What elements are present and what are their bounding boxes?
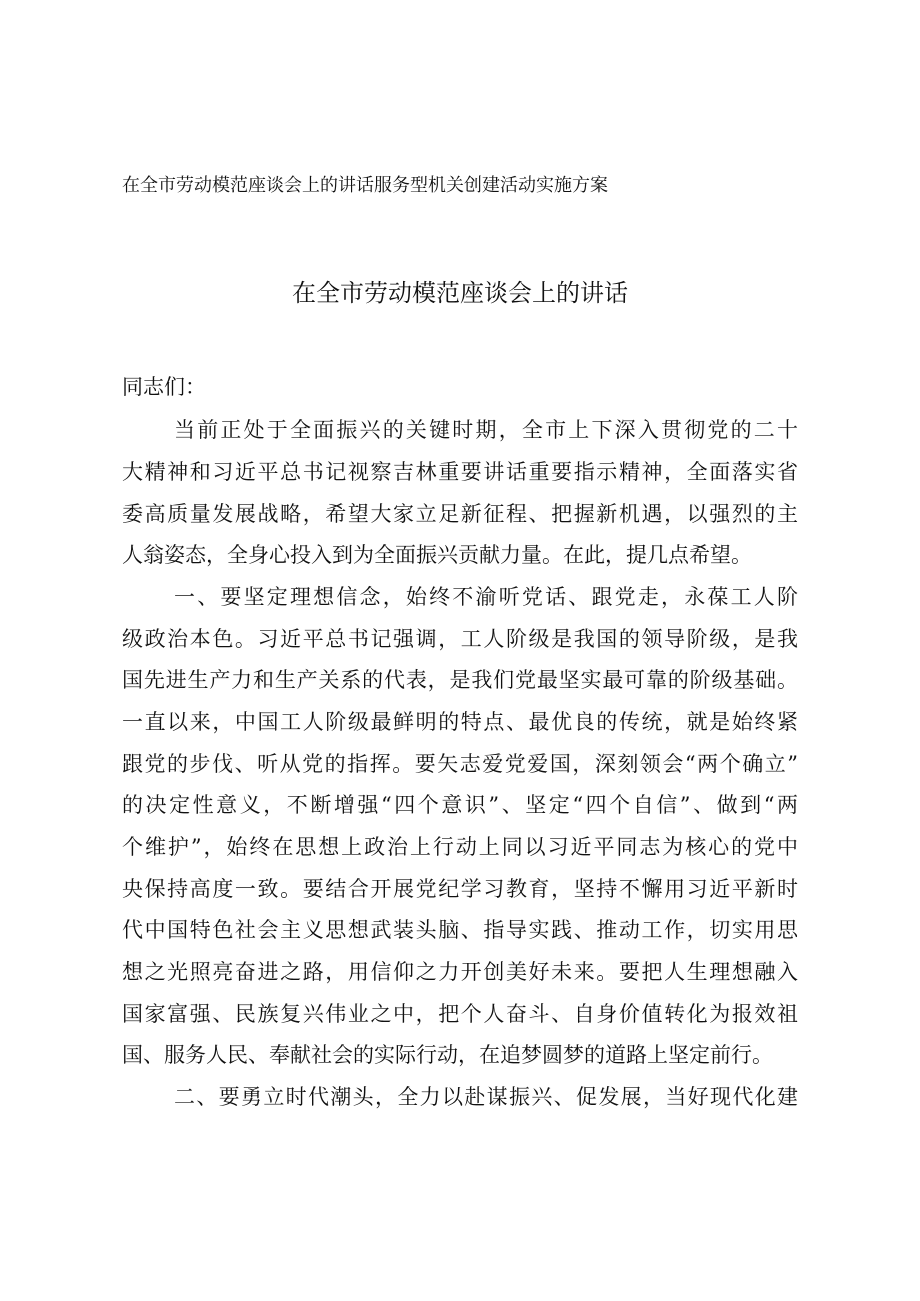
paragraph-line: 一直以来，中国工人阶级最鲜明的特点、最优良的传统，就是始终紧 xyxy=(122,710,798,734)
paragraph-line: 国、服务人民、奉献社会的实际行动，在追梦圆梦的道路上坚定前行。 xyxy=(122,1043,773,1067)
paragraph-line: 大精神和习近平总书记视察吉林重要讲话重要指示精神，全面落实省 xyxy=(122,460,798,484)
paragraph-line: 国家富强、民族复兴伟业之中，把个人奋斗、自身价值转化为报效祖 xyxy=(122,1002,798,1026)
paragraph-line: 央保持高度一致。要结合开展党纪学习教育，坚持不懈用习近平新时 xyxy=(122,877,798,901)
paragraph-line: 国先进生产力和生产关系的代表，是我们党最坚实最可靠的阶级基础。 xyxy=(122,668,798,692)
paragraph-line: 代中国特色社会主义思想武装头脑、指导实践、推动工作，切实用思 xyxy=(122,918,798,942)
paragraph-line: 人翁姿态，全身心投入到为全面振兴贡献力量。在此，提几点希望。 xyxy=(122,543,752,567)
paragraph-line: 委高质量发展战略，希望大家立足新征程、把握新机遇，以强烈的主 xyxy=(122,502,798,526)
running-title: 在全市劳动模范座谈会上的讲话服务型机关创建活动实施方案 xyxy=(122,175,608,196)
paragraph-line: 的决定性意义，不断增强“四个意识”、坚定“四个自信”、做到“两 xyxy=(122,793,798,817)
paragraph-line: 一、要坚定理想信念，始终不渝听党话、跟党走，永葆工人阶 xyxy=(174,585,798,609)
paragraph-line: 当前正处于全面振兴的关键时期，全市上下深入贯彻党的二十 xyxy=(174,418,798,442)
document-title: 在全市劳动模范座谈会上的讲话 xyxy=(292,279,628,307)
paragraph-line: 想之光照亮奋进之路，用信仰之力开创美好未来。要把人生理想融入 xyxy=(122,960,798,984)
paragraph-line: 个维护”，始终在思想上政治上行动上同以习近平同志为核心的党中 xyxy=(122,835,798,859)
salutation: 同志们： xyxy=(122,375,206,399)
paragraph-line: 级政治本色。习近平总书记强调，工人阶级是我国的领导阶级，是我 xyxy=(122,627,798,651)
paragraph-line: 跟党的步伐、听从党的指挥。要矢志爱党爱国，深刻领会“两个确立” xyxy=(122,752,798,776)
paragraph-line: 二、要勇立时代潮头，全力以赴谋振兴、促发展，当好现代化建 xyxy=(174,1085,798,1109)
